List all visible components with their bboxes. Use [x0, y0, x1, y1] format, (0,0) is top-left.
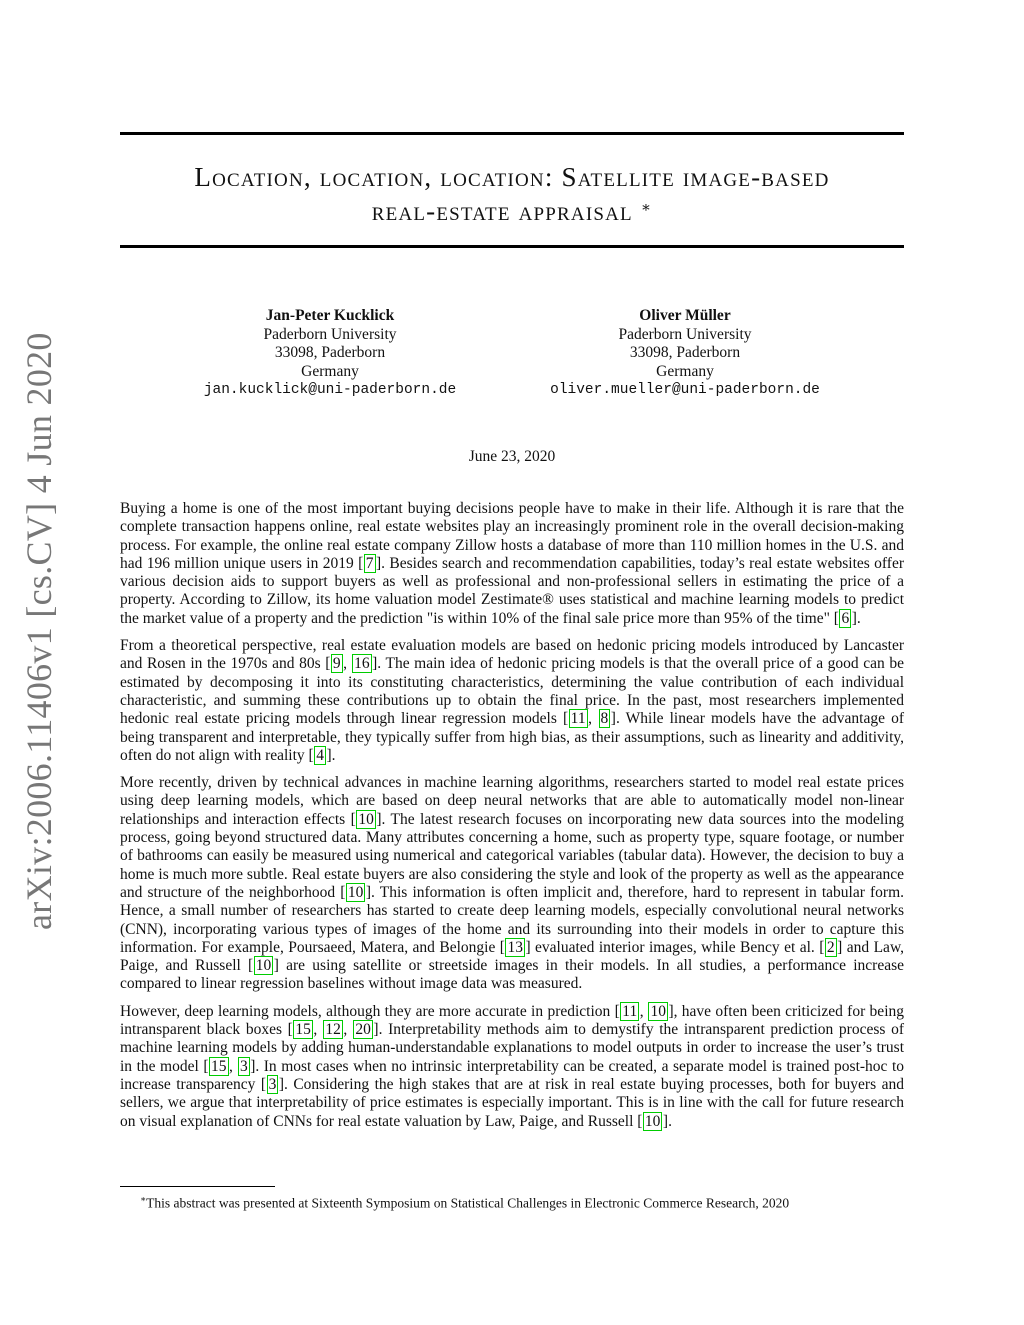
author-block-2	[475, 307, 895, 400]
paragraph-text: ].	[662, 1112, 672, 1130]
paragraph-text: More recently, driven by technical advances in machine learning algorithms, researchers started to model real estate prices using deep learning models, which are based on deep neural networks that are able to automatically model non-linear relationships and interaction effects [	[120, 774, 904, 828]
citation-link[interactable]: 10	[644, 1112, 661, 1130]
paragraph-text: ,	[229, 1057, 238, 1075]
citation-link[interactable]: 15	[211, 1057, 227, 1075]
footnote-rule	[120, 1186, 275, 1187]
author-email[interactable]: oliver.mueller@uni-paderborn.de	[550, 382, 820, 398]
citation-link[interactable]: 12	[325, 1021, 341, 1039]
abstract-paragraph-2	[120, 637, 904, 765]
paragraph-text: ]. Interpretability methods aim to demystify the intransparent prediction process of machine learning models by adding human-understandable explanations to model outputs in order to increase the user’s trust in the model [	[120, 1021, 904, 1075]
paragraph-text: ,	[343, 1021, 353, 1039]
arxiv-stamp: arXiv:2006.11406v1 [cs.CV] 4 Jun 2020	[19, 332, 59, 930]
footnote-text: This abstract was presented at Sixteenth Symposium on Statistical Challenges in Electronic Commerce Research, 2020	[146, 1195, 790, 1211]
paragraph-text: ].	[851, 609, 861, 627]
paragraph-text: ]. Considering the high stakes that are at risk in real estate buying processes, both for buyers and sellers, we argue that interpretability of price estimates is especially important. This is in line with the call for future research on visual explanation of CNNs for real estate valuation by Law, Paige, and Russell [	[120, 1075, 904, 1130]
author-name: Oliver Müller	[639, 307, 731, 324]
citation-link[interactable]: 8	[600, 710, 609, 728]
paper-title	[120, 160, 904, 228]
author-email[interactable]: jan.kucklick@uni-paderborn.de	[203, 382, 457, 398]
title-footnote-marker: ∗	[640, 200, 653, 216]
paragraph-text: ], have often been criticized for being intransparent black boxes [	[120, 1002, 904, 1039]
citation-link[interactable]: 3	[268, 1075, 277, 1093]
citation-link[interactable]: 2	[826, 938, 835, 956]
citation-link[interactable]: 11	[622, 1002, 638, 1020]
title-rule-top	[120, 132, 904, 135]
paragraph-text: ,	[343, 655, 352, 673]
author-country: Germany	[301, 362, 359, 380]
footnote-marker: ∗	[140, 1194, 147, 1204]
paragraph-text: ,	[313, 1021, 323, 1039]
title-line-2	[120, 194, 904, 228]
paragraph-text: From a theoretical perspective, real estate evaluation models are based on hedonic pricing models introduced by Lancaster and Rosen in the 1970s and 80s [	[120, 637, 904, 673]
title-line-2-text: real-estate appraisal	[371, 196, 633, 226]
paragraph-text: ] evaluated interior images, while Bency et al. [	[525, 938, 825, 956]
paragraph-text: ]. The latest research focuses on incorporating new data sources into the modeling process, going beyond structured data. Many attributes concerning a home, such as property type, square footage, or number of bathrooms can easily be measured using numerical and categorical variables (tabular data). However, the decision to buy a home is much more subtle. Real estate buyers are also considering the style and look of the property as well as the appearance and structure of the neighborhood [	[120, 810, 904, 901]
citation-link[interactable]: 10	[255, 957, 272, 975]
author-city: 33098, Paderborn	[629, 344, 741, 361]
paragraph-text: ,	[588, 710, 599, 728]
citation-link[interactable]: 4	[316, 746, 324, 764]
author-country: Germany	[656, 362, 714, 380]
citation-link[interactable]: 10	[347, 883, 364, 901]
author-name: Jan-Peter Kucklick	[265, 307, 395, 324]
citation-link[interactable]: 11	[570, 710, 586, 728]
title-line-1: Location, location, location: Satellite image-based	[194, 162, 830, 192]
paragraph-text: ] are using satellite or streetside images in their models. In all studies, a performance increase compared to linear regression baselines without image data was measured.	[120, 957, 904, 993]
paragraph-text: ].	[326, 746, 336, 764]
citation-link[interactable]: 9	[332, 655, 341, 673]
citation-link[interactable]: 10	[358, 810, 374, 828]
citation-link[interactable]: 15	[295, 1021, 311, 1039]
paragraph-text: ] and Law, Paige, and Russell [	[120, 938, 905, 975]
author-city: 33098, Paderborn	[274, 344, 386, 361]
footnote	[140, 1191, 904, 1212]
abstract-paragraph-1	[120, 500, 904, 628]
citation-link[interactable]: 3	[239, 1057, 248, 1075]
paragraph-text: ]. In most cases when no intrinsic interpretability can be created, a separate model is trained post-hoc to increase transparency [	[120, 1057, 905, 1093]
abstract-paragraph-3	[120, 774, 904, 994]
paragraph-text: ]. While linear models have the advantage of being transparent and interpretable, they typically suffer from high bias, as their assumptions, such as linearity and additivity, often do not align with reality [	[120, 710, 904, 764]
abstract-body	[120, 500, 904, 1140]
paper-date: June 23, 2020	[468, 448, 556, 465]
paragraph-text: ,	[639, 1002, 648, 1020]
citation-link[interactable]: 10	[650, 1002, 666, 1020]
paragraph-text: Buying a home is one of the most important buying decisions people have to make in their life. Although it is rare that the complete transaction happens online, real estate websites play an increasingly prominent role in the overall decision-making process. For example, the online real estate company Zillow hosts a database of more than 110 million homes in the U.S. and had 196 million unique users in 2019 [	[120, 500, 904, 572]
citation-link[interactable]: 20	[355, 1021, 371, 1039]
abstract-paragraph-4	[120, 1003, 904, 1131]
paragraph-text: However, deep learning models, although they are more accurate in prediction [	[120, 1002, 620, 1020]
paragraph-text: ]. The main idea of hedonic pricing models is that the overall price of a good can be estimated by decomposing it into its constituting characteristics, determining the value contribution of each individual characteristic, and summing these contributions up to obtain the final price. In the past, most researchers implemented hedonic real estate pricing models through linear regression models [	[120, 655, 905, 728]
title-rule-bottom	[120, 245, 904, 248]
author-affiliation: Paderborn University	[263, 325, 397, 343]
paragraph-text: ]. Besides search and recommendation capabilities, today’s real estate websites offer various decision aids to support buyers as well as professional and non-professional sellers in estimating the price of a property. According to Zillow, its home valuation model Zestimate® uses statistical and machine learning models to predict the market value of a property and the prediction "is within 10% of the final sale price more than 95% of the time" [	[120, 554, 904, 627]
author-affiliation: Paderborn University	[618, 325, 752, 343]
citation-link[interactable]: 13	[507, 938, 523, 956]
citation-link[interactable]: 16	[354, 655, 370, 673]
citation-link[interactable]: 6	[841, 609, 850, 627]
paragraph-text: ]. This information is often implicit and, therefore, hard to represent in tabular form. Hence, a small number of researchers has started to create deep learning models, especially convolutional neural networks (CNN), incorporating various types of images of the home and its surrounding into their models in order to capture this information. For example, Poursaeed, Matera, and Belongie [	[120, 883, 905, 956]
citation-link[interactable]: 7	[365, 554, 374, 572]
